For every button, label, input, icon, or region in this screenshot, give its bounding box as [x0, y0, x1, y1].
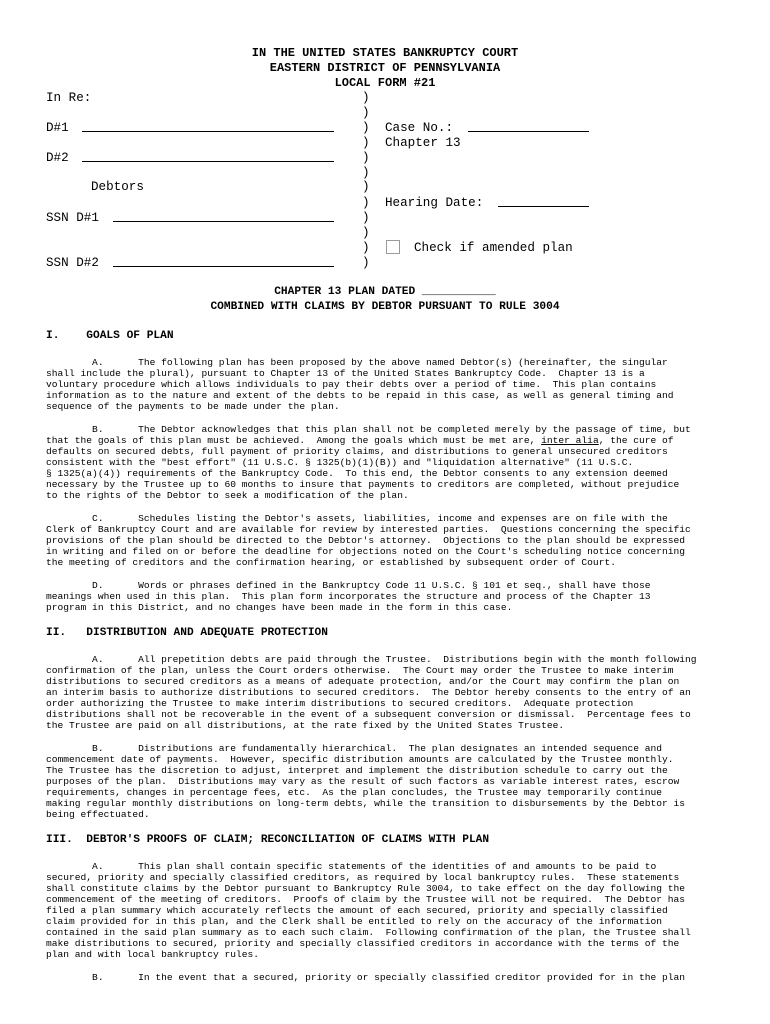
ssn-d1-line[interactable]: [113, 221, 334, 222]
form-number: LOCAL FORM #21: [334, 76, 436, 90]
debtor1-name-line[interactable]: [82, 131, 334, 132]
hearing-date-label: Hearing Date:: [385, 196, 484, 210]
chapter-label: Chapter 13: [385, 136, 461, 150]
district-name: EASTERN DISTRICT OF PENNSYLVANIA: [269, 61, 501, 75]
caption-divider: ): [362, 196, 370, 210]
caption-divider: ): [362, 226, 370, 240]
section-1-heading: I. GOALS OF PLAN: [46, 330, 174, 342]
case-no-label: Case No.:: [385, 121, 454, 135]
ssn-d1-label: SSN D#1: [46, 211, 99, 225]
caption-divider: ): [362, 91, 370, 105]
caption-divider: ): [362, 166, 370, 180]
caption-divider: ): [362, 136, 370, 150]
caption-divider: ): [362, 121, 370, 135]
caption-divider: ): [362, 211, 370, 225]
caption-divider: ): [362, 256, 370, 270]
in-re-label: In Re:: [46, 91, 92, 105]
section-1-para-c: C. Schedules listing the Debtor's assets, liabilities, income and expenses are on file with the Clerk of Bankruptcy Court and are available for review by interested parties. Questions concerning the specific provisions of the plan should be directed to the Debtor's attorney. Objections to the plan should be expressed in writing and filed on or before the deadline for objections noted on the Court's scheduling notice concerning the meeting of creditors and the confirmation hearing, or established by subsequent order of Court.: [46, 513, 691, 568]
debtor2-name-line[interactable]: [82, 161, 334, 162]
section-2-para-b: B. Distributions are fundamentally hierarchical. The plan designates an intended sequence and commencement date of payments. However, specific distribution amounts are calculated by the Trustee monthly. The Trustee has the discretion to adjust, interpret and implement the distribution schedule to carry out the purposes of the plan. Distributions may vary as the result of such factors as variable interest rates, escrow requirements, changes in percentage fees, etc. As the plan concludes, the Trustee may temporarily continue making regular monthly distributions on long-term debts, while the transition to disbursements by the Debtor is being effectuated.: [46, 743, 686, 820]
amended-plan-checkbox[interactable]: [386, 240, 400, 254]
caption-divider: ): [362, 180, 370, 194]
debtor2-label: D#2: [46, 151, 69, 165]
section-3-para-b: B. In the event that a secured, priority or specially classified creditor provided for in the plan: [46, 972, 686, 983]
caption-divider: ): [362, 151, 370, 165]
section-2-para-a: A. All prepetition debts are paid through the Trustee. Distributions begin with the month following confirmation of the plan, unless the Court orders otherwise. The Court may order the Trustee to make interim distributions to secured creditors as a means of adequate protection, and/or the Court may confirm the plan on an interim basis to authorize distributions to secured creditors. The Debtor hereby consents to the entry of an order authorizing the Trustee to make interim distributions to secured creditors. Adequate protection distributions shall not be recoverable in the event of a subsequent conversion or dismissal. Percentage fees to the Trustee are paid on all distributions, at the rate fixed by the United States Trustee.: [46, 654, 697, 731]
inter-alia-text: inter alia: [541, 435, 599, 446]
debtor1-label: D#1: [46, 121, 69, 135]
section-1-para-b: B. The Debtor acknowledges that this plan shall not be completed merely by the passage of time, but that the goals of this plan must be achieved. Among the goals which must be met are, inter alia, the cure of defaults on secured debts, full payment of priority claims, and distributions to general unsecured creditors consistent with the "best effort" (11 U.S.C. § 1325(b)(1)(B)) and "liquidation alternative" (11 U.S.C. § 1325(a)(4)) requirements of the Bankruptcy Code. To this end, the Debtor consents to any extension deemed necessary by the Trustee up to 60 months to insure that payments to creditors are completed, without prejudice to the rights of the Debtor to seek a modification of the plan.: [46, 424, 691, 501]
debtors-label: Debtors: [91, 180, 144, 194]
section-1-para-d: D. Words or phrases defined in the Bankruptcy Code 11 U.S.C. § 101 et seq., shall have those meanings when used in this plan. This plan form incorporates the structure and process of the Chapter 13 program in this District, and no changes have been made in the form in this case.: [46, 580, 651, 613]
case-no-line[interactable]: [468, 131, 589, 132]
plan-subtitle: COMBINED WITH CLAIMS BY DEBTOR PURSUANT TO RULE 3004: [210, 301, 560, 313]
ssn-d2-line[interactable]: [113, 266, 334, 267]
court-name: IN THE UNITED STATES BANKRUPTCY COURT: [251, 46, 519, 60]
section-1-para-a: A. The following plan has been proposed by the above named Debtor(s) (hereinafter, the singular shall include the plural), pursuant to Chapter 13 of the United States Bankruptcy Code. Chapter 13 is a voluntary procedure which allows individuals to pay their debts over a period of time. This plan contains information as to the nature and extent of the debts to be repaid in this case, as well as general timing and sequence of the payments to be made under the plan.: [46, 357, 674, 412]
caption-divider: ): [362, 241, 370, 255]
ssn-d2-label: SSN D#2: [46, 256, 99, 270]
hearing-date-line[interactable]: [498, 206, 589, 207]
caption-divider: ): [362, 106, 370, 120]
section-2-heading: II. DISTRIBUTION AND ADEQUATE PROTECTION: [46, 627, 328, 639]
amended-plan-label: Check if amended plan: [414, 241, 573, 255]
section-3-heading: III. DEBTOR'S PROOFS OF CLAIM; RECONCILIATION OF CLAIMS WITH PLAN: [46, 834, 490, 846]
section-3-para-a: A. This plan shall contain specific statements of the identities of and amounts to be paid to secured, priority and specially classified creditors, as required by local bankruptcy rules. These statements shall constitute claims by the Debtor pursuant to Bankruptcy Rule 3004, to take effect on the day following the commencement of the meeting of creditors. Proofs of claim by the Trustee will not be required. The Debtor has filed a plan summary which accurately reflects the amount of each secured, priority and specially classified claim provided for in this plan, and the Clerk shall be entitled to rely on the accuracy of the information contained in the said plan summary as to each such claim. Following confirmation of the plan, the Trustee shall make distributions to secured, priority and specially classified creditors in accordance with the terms of the plan and with local bankruptcy rules.: [46, 861, 691, 960]
plan-title: CHAPTER 13 PLAN DATED ___________: [274, 286, 496, 298]
